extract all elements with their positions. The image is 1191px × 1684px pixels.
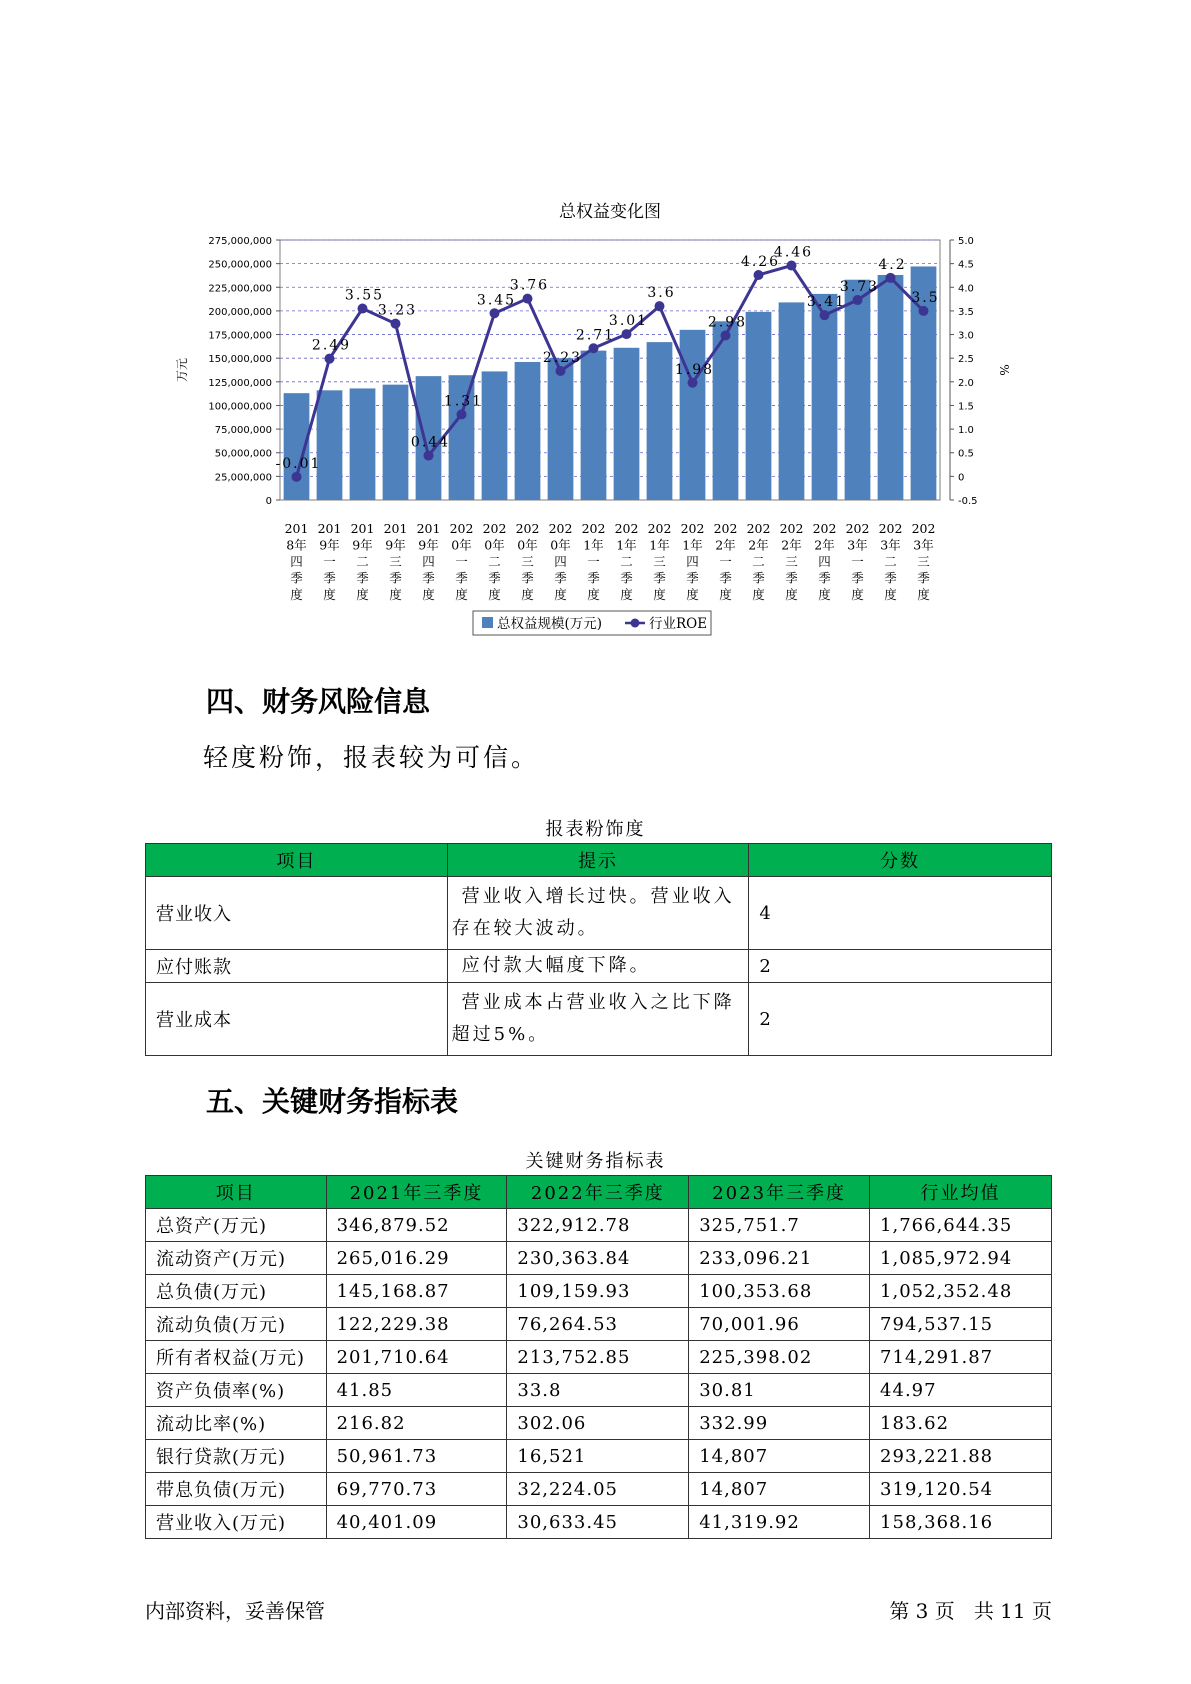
- roe-point: [556, 366, 566, 376]
- risk-item: 营业成本: [146, 983, 448, 1056]
- indicator-name: 流动比率(%): [146, 1407, 327, 1440]
- equity-bar: [548, 358, 574, 500]
- x-tick-label: 度: [719, 587, 732, 602]
- x-tick-label: 202: [647, 521, 672, 536]
- roe-data-label: 3.6: [647, 285, 676, 302]
- indicator-value: 230,363.84: [507, 1242, 689, 1275]
- indicator-value: 714,291.87: [870, 1341, 1052, 1374]
- equity-bar: [779, 302, 805, 500]
- indicator-value: 346,879.52: [326, 1209, 507, 1242]
- section4-title: 四、财务风险信息: [206, 685, 431, 718]
- right-tick-label: 0.5: [958, 448, 974, 460]
- right-tick-label: 2.5: [958, 354, 974, 366]
- roe-data-label: 4.26: [740, 253, 781, 270]
- roe-point: [589, 343, 599, 353]
- x-tick-label: 季: [389, 570, 402, 586]
- equity-chart: [160, 190, 1040, 660]
- x-tick-label: 季: [422, 570, 435, 586]
- x-tick-label: 季: [323, 570, 336, 586]
- x-tick-label: 202: [845, 521, 870, 536]
- indicator-value: 158,368.16: [870, 1506, 1052, 1539]
- legend-line-label: 行业ROE: [649, 616, 708, 632]
- table-row: [146, 1242, 1052, 1275]
- x-tick-label: 一: [455, 554, 468, 569]
- roe-point: [523, 294, 533, 304]
- indicator-value: 293,221.88: [870, 1440, 1052, 1473]
- roe-data-label: 3.41: [806, 294, 847, 311]
- x-tick-label: 0年: [550, 537, 571, 553]
- x-tick-label: 季: [290, 570, 303, 586]
- roe-point: [820, 310, 830, 320]
- x-tick-label: 3年: [880, 537, 901, 553]
- x-tick-label: 201: [284, 521, 309, 536]
- left-tick-label: 25,000,000: [214, 472, 272, 484]
- x-tick-label: 9年: [319, 537, 340, 553]
- x-tick-label: 202: [812, 521, 837, 536]
- indicator-table-caption: 关键财务指标表: [525, 1151, 666, 1172]
- equity-bar: [647, 342, 673, 500]
- indicator-value: 225,398.02: [689, 1341, 870, 1374]
- indicator-value: 216.82: [326, 1407, 507, 1440]
- roe-data-label: 3.55: [344, 287, 385, 304]
- roe-point: [325, 354, 335, 364]
- header-industry-avg: 行业均值: [870, 1176, 1052, 1209]
- x-tick-label: 三: [389, 554, 402, 569]
- x-tick-label: 度: [290, 587, 303, 602]
- equity-chart-svg: [160, 190, 1040, 660]
- table-row: [146, 950, 1052, 983]
- x-tick-label: 度: [752, 587, 765, 602]
- x-tick-label: 3年: [913, 537, 934, 553]
- section5-title: 五、关键财务指标表: [206, 1085, 459, 1118]
- equity-bar: [482, 371, 508, 500]
- x-tick-label: 202: [449, 521, 474, 536]
- risk-item: 应付账款: [146, 950, 448, 983]
- indicator-value: 322,912.78: [507, 1209, 689, 1242]
- x-tick-label: 201: [383, 521, 408, 536]
- roe-data-label: 4.2: [878, 256, 907, 273]
- x-tick-label: 度: [785, 587, 798, 602]
- x-tick-label: 二: [884, 554, 897, 569]
- right-tick-label: 4.5: [958, 259, 974, 271]
- x-tick-label: 度: [587, 587, 600, 602]
- right-tick-label: 4.0: [958, 283, 974, 295]
- indicator-name: 流动资产(万元): [146, 1242, 327, 1275]
- left-tick-label: 250,000,000: [208, 259, 272, 271]
- x-tick-label: 季: [521, 570, 534, 586]
- risk-score: 4: [749, 877, 1052, 950]
- indicator-value: 302.06: [507, 1407, 689, 1440]
- x-tick-label: 四: [290, 554, 303, 569]
- indicator-value: 201,710.64: [326, 1341, 507, 1374]
- x-tick-label: 四: [686, 554, 699, 569]
- x-tick-label: 202: [878, 521, 903, 536]
- roe-data-label: 3.01: [608, 313, 649, 330]
- indicator-value: 122,229.38: [326, 1308, 507, 1341]
- equity-bar: [878, 275, 904, 500]
- x-tick-label: 度: [884, 587, 897, 602]
- roe-data-label: 3.45: [476, 292, 517, 309]
- x-tick-label: 季: [455, 570, 468, 586]
- x-tick-label: 9年: [385, 537, 406, 553]
- roe-data-label: 3.23: [377, 302, 418, 319]
- chart-title: 总权益变化图: [559, 202, 661, 222]
- x-tick-label: 四: [554, 554, 567, 569]
- x-tick-label: 1年: [682, 537, 703, 553]
- left-tick-label: 50,000,000: [214, 448, 272, 460]
- roe-point: [358, 304, 368, 314]
- risk-summary: 轻度粉饰，报表较为可信。: [203, 743, 540, 772]
- roe-point: [292, 472, 302, 482]
- right-axis-label: %: [997, 364, 1011, 376]
- legend-line-marker: [631, 619, 640, 628]
- table-row: [146, 1407, 1052, 1440]
- x-tick-label: 202: [614, 521, 639, 536]
- footer-page-number: 第 3 页 共 11 页: [889, 1599, 1052, 1623]
- indicator-value: 1,052,352.48: [870, 1275, 1052, 1308]
- right-tick-label: 5.0: [958, 236, 974, 247]
- x-tick-label: 度: [686, 587, 699, 602]
- roe-data-label: 4.46: [773, 244, 814, 261]
- x-tick-label: 季: [653, 570, 666, 586]
- equity-bar: [317, 390, 343, 500]
- risk-hint: 营业成本占营业收入之比下降超过5%。: [447, 983, 749, 1056]
- x-tick-label: 度: [818, 587, 831, 602]
- x-tick-label: 9年: [352, 537, 373, 553]
- right-tick-label: 3.0: [958, 330, 974, 342]
- x-tick-label: 0年: [484, 537, 505, 553]
- table-row: [146, 1506, 1052, 1539]
- risk-hint: 应付款大幅度下降。: [447, 950, 749, 983]
- x-tick-label: 度: [323, 587, 336, 602]
- indicator-name: 流动负债(万元): [146, 1308, 327, 1341]
- x-tick-label: 1年: [649, 537, 670, 553]
- x-tick-label: 202: [713, 521, 738, 536]
- right-tick-label: 1.5: [958, 401, 974, 413]
- roe-data-label: 1.98: [674, 361, 715, 378]
- indicator-value: 265,016.29: [326, 1242, 507, 1275]
- x-tick-label: 202: [680, 521, 705, 536]
- x-tick-label: 2年: [715, 537, 736, 553]
- indicator-name: 所有者权益(万元): [146, 1341, 327, 1374]
- risk-hint: 营业收入增长过快。营业收入存在较大波动。: [447, 877, 749, 950]
- indicator-value: 1,085,972.94: [870, 1242, 1052, 1275]
- x-tick-label: 度: [455, 587, 468, 602]
- x-tick-label: 季: [818, 570, 831, 586]
- x-tick-label: 9年: [418, 537, 439, 553]
- right-tick-label: 0: [958, 472, 965, 484]
- indicator-name: 总负债(万元): [146, 1275, 327, 1308]
- roe-point: [490, 308, 500, 318]
- right-tick-label: -0.5: [958, 496, 978, 507]
- x-tick-label: 三: [521, 554, 534, 569]
- header-item: 项目: [146, 1176, 327, 1209]
- indicator-table: [145, 1175, 1052, 1539]
- x-tick-label: 201: [317, 521, 342, 536]
- indicator-value: 145,168.87: [326, 1275, 507, 1308]
- indicator-name: 银行贷款(万元): [146, 1440, 327, 1473]
- x-tick-label: 202: [911, 521, 936, 536]
- footer-confidential: 内部资料，妥善保管: [145, 1599, 325, 1623]
- x-tick-label: 季: [620, 570, 633, 586]
- x-tick-label: 202: [548, 521, 573, 536]
- roe-point: [919, 306, 929, 316]
- risk-score: 2: [749, 983, 1052, 1056]
- x-tick-label: 度: [620, 587, 633, 602]
- x-tick-label: 季: [554, 570, 567, 586]
- x-tick-label: 一: [323, 554, 336, 569]
- equity-bar: [812, 294, 838, 500]
- equity-bar: [383, 385, 409, 500]
- table-row: [146, 1275, 1052, 1308]
- x-tick-label: 度: [521, 587, 534, 602]
- indicator-value: 41,319.92: [689, 1506, 870, 1539]
- x-tick-label: 一: [719, 554, 732, 569]
- x-tick-label: 0年: [451, 537, 472, 553]
- left-tick-label: 125,000,000: [208, 377, 272, 389]
- indicator-value: 44.97: [870, 1374, 1052, 1407]
- roe-data-label: 2.49: [311, 337, 352, 354]
- indicator-value: 14,807: [689, 1440, 870, 1473]
- x-tick-label: 度: [917, 587, 930, 602]
- equity-bar: [350, 388, 376, 500]
- indicator-value: 332.99: [689, 1407, 870, 1440]
- x-tick-label: 季: [851, 570, 864, 586]
- indicator-value: 32,224.05: [507, 1473, 689, 1506]
- header-hint: 提示: [447, 844, 749, 877]
- legend-bar-label: 总权益规模(万元): [497, 616, 603, 632]
- table-row: [146, 1341, 1052, 1374]
- equity-bar: [845, 280, 871, 500]
- equity-bar: [515, 362, 541, 500]
- header-score: 分数: [749, 844, 1052, 877]
- x-tick-label: 季: [686, 570, 699, 586]
- roe-point: [721, 330, 731, 340]
- indicator-value: 233,096.21: [689, 1242, 870, 1275]
- x-tick-label: 201: [350, 521, 375, 536]
- left-tick-label: 175,000,000: [208, 330, 272, 342]
- table-row: [146, 877, 1052, 950]
- left-tick-label: 100,000,000: [208, 401, 272, 413]
- indicator-value: 41.85: [326, 1374, 507, 1407]
- x-tick-label: 季: [785, 570, 798, 586]
- x-tick-label: 季: [752, 570, 765, 586]
- indicator-value: 30,633.45: [507, 1506, 689, 1539]
- roe-data-label: 3.76: [509, 277, 550, 294]
- risk-item: 营业收入: [146, 877, 448, 950]
- left-tick-label: 75,000,000: [214, 425, 272, 437]
- indicator-name: 总资产(万元): [146, 1209, 327, 1242]
- roe-point: [688, 378, 698, 388]
- x-tick-label: 度: [389, 587, 402, 602]
- x-tick-label: 1年: [616, 537, 637, 553]
- indicator-name: 营业收入(万元): [146, 1506, 327, 1539]
- table-row: [146, 1209, 1052, 1242]
- x-tick-label: 一: [587, 554, 600, 569]
- risk-table: [145, 843, 1052, 1056]
- indicator-name: 资产负债率(%): [146, 1374, 327, 1407]
- x-tick-label: 2年: [781, 537, 802, 553]
- roe-data-label: 2.98: [707, 314, 748, 331]
- indicator-value: 33.8: [507, 1374, 689, 1407]
- roe-point: [853, 295, 863, 305]
- indicator-value: 183.62: [870, 1407, 1052, 1440]
- x-tick-label: 二: [620, 554, 633, 569]
- roe-point: [424, 451, 434, 461]
- x-tick-label: 3年: [847, 537, 868, 553]
- indicator-value: 69,770.73: [326, 1473, 507, 1506]
- indicator-value: 14,807: [689, 1473, 870, 1506]
- x-tick-label: 8年: [286, 537, 307, 553]
- roe-point: [886, 273, 896, 283]
- equity-bar: [581, 351, 607, 500]
- left-tick-label: 150,000,000: [208, 354, 272, 366]
- x-tick-label: 202: [581, 521, 606, 536]
- indicator-value: 109,159.93: [507, 1275, 689, 1308]
- risk-table-header: [146, 844, 1052, 877]
- legend-bar-swatch: [482, 617, 493, 628]
- equity-bar: [746, 312, 772, 500]
- indicator-value: 76,264.53: [507, 1308, 689, 1341]
- header-2021q3: 2021年三季度: [326, 1176, 507, 1209]
- indicator-value: 1,766,644.35: [870, 1209, 1052, 1242]
- risk-table-caption: 报表粉饰度: [545, 819, 646, 840]
- x-tick-label: 0年: [517, 537, 538, 553]
- x-tick-label: 202: [779, 521, 804, 536]
- x-tick-label: 季: [917, 570, 930, 586]
- roe-point: [457, 409, 467, 419]
- roe-point: [391, 319, 401, 329]
- x-tick-label: 二: [488, 554, 501, 569]
- indicator-value: 213,752.85: [507, 1341, 689, 1374]
- roe-point: [754, 270, 764, 280]
- x-tick-label: 三: [785, 554, 798, 569]
- header-2022q3: 2022年三季度: [507, 1176, 689, 1209]
- x-tick-label: 一: [851, 554, 864, 569]
- table-row: [146, 1308, 1052, 1341]
- x-tick-label: 三: [653, 554, 666, 569]
- indicator-value: 40,401.09: [326, 1506, 507, 1539]
- indicator-value: 794,537.15: [870, 1308, 1052, 1341]
- roe-data-label: 3.5: [911, 289, 940, 306]
- right-tick-label: 3.5: [958, 306, 974, 318]
- x-tick-label: 1年: [583, 537, 604, 553]
- equity-bar: [680, 330, 706, 500]
- x-tick-label: 二: [356, 554, 369, 569]
- indicator-value: 16,521: [507, 1440, 689, 1473]
- header-item: 项目: [146, 844, 448, 877]
- x-tick-label: 度: [653, 587, 666, 602]
- x-tick-label: 季: [719, 570, 732, 586]
- indicator-value: 70,001.96: [689, 1308, 870, 1341]
- x-tick-label: 202: [482, 521, 507, 536]
- x-tick-label: 二: [752, 554, 765, 569]
- x-tick-label: 2年: [814, 537, 835, 553]
- x-tick-label: 202: [515, 521, 540, 536]
- x-tick-label: 四: [422, 554, 435, 569]
- x-tick-label: 度: [422, 587, 435, 602]
- x-tick-label: 四: [818, 554, 831, 569]
- indicator-value: 50,961.73: [326, 1440, 507, 1473]
- indicator-table-header: [146, 1176, 1052, 1209]
- roe-data-label: 1.31: [443, 393, 484, 410]
- header-2023q3: 2023年三季度: [689, 1176, 870, 1209]
- roe-data-label: 0.44: [410, 434, 451, 451]
- indicator-value: 325,751.7: [689, 1209, 870, 1242]
- left-tick-label: 200,000,000: [208, 306, 272, 318]
- indicator-name: 带息负债(万元): [146, 1473, 327, 1506]
- x-tick-label: 201: [416, 521, 441, 536]
- equity-bar: [614, 348, 640, 500]
- roe-data-label: 3.73: [839, 279, 880, 296]
- x-tick-label: 2年: [748, 537, 769, 553]
- left-tick-label: 225,000,000: [208, 283, 272, 295]
- left-axis-label: 万元: [175, 357, 189, 383]
- risk-score: 2: [749, 950, 1052, 983]
- x-tick-label: 季: [587, 570, 600, 586]
- right-tick-label: 1.0: [958, 425, 974, 437]
- indicator-value: 30.81: [689, 1374, 870, 1407]
- roe-data-label: 2.23: [542, 349, 583, 366]
- left-tick-label: 0: [265, 496, 272, 507]
- table-row: [146, 1374, 1052, 1407]
- table-row: [146, 983, 1052, 1056]
- x-tick-label: 度: [851, 587, 864, 602]
- indicator-value: 100,353.68: [689, 1275, 870, 1308]
- x-tick-label: 度: [488, 587, 501, 602]
- roe-point: [655, 301, 665, 311]
- x-tick-label: 202: [746, 521, 771, 536]
- right-tick-label: 2.0: [958, 377, 974, 389]
- indicator-table-body: [146, 1209, 1052, 1539]
- x-tick-label: 度: [356, 587, 369, 602]
- x-tick-label: 季: [488, 570, 501, 586]
- roe-data-label: 2.71: [575, 327, 616, 344]
- roe-point: [787, 261, 797, 271]
- roe-point: [622, 329, 632, 339]
- x-tick-label: 季: [884, 570, 897, 586]
- table-row: [146, 1473, 1052, 1506]
- indicator-value: 319,120.54: [870, 1473, 1052, 1506]
- left-tick-label: 275,000,000: [208, 236, 272, 247]
- roe-data-label: -0.01: [275, 455, 322, 472]
- x-tick-label: 三: [917, 554, 930, 569]
- x-tick-label: 季: [356, 570, 369, 586]
- x-tick-label: 度: [554, 587, 567, 602]
- table-row: [146, 1440, 1052, 1473]
